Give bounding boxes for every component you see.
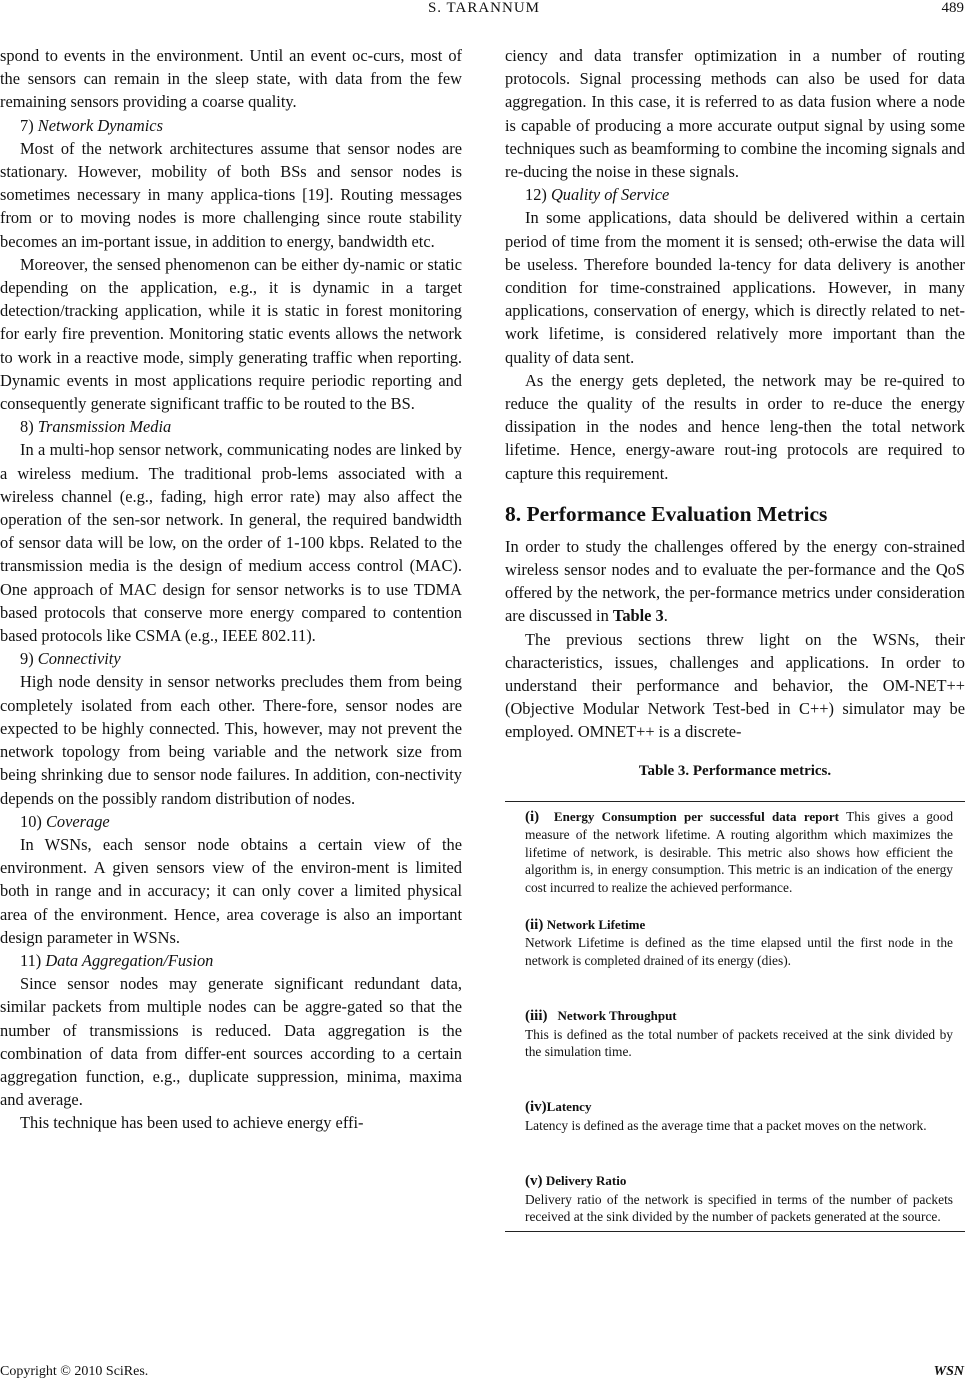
paragraph-text: In order to study the challenges offered by the energy con-strained wireless sensor nodes and to evaluate the per-formance and the QoS offered by the network, the per-formance metrics under consideration are discussed in (505, 536, 965, 626)
subsection-number: 10) (20, 811, 46, 831)
item-description: Network Lifetime is defined as the time elapsed until the first node in the network is completed drained of its energy (dies). (525, 935, 953, 968)
item-title: Delivery Ratio (545, 1173, 627, 1189)
item-title: Network Throughput (557, 1008, 677, 1024)
item-description: This gives a good measure of the network lifetime. A routing algorithm which maximizes the lifetime of network, is desirable. This metric also shows how efficient the algorithm is, in energy consumption. This metric is an indication of the energy cost incurred to realize the achieved performance. (525, 808, 954, 895)
table-item (525, 916, 953, 969)
subsection-number: 12) (525, 185, 551, 205)
subsection-heading (0, 810, 462, 833)
subsection-number: 11) (20, 950, 46, 970)
paragraph (505, 535, 965, 628)
right-column (505, 44, 965, 1232)
table-item (525, 1007, 953, 1060)
subsection-title: Quality of Service (550, 185, 670, 205)
paragraph: In some applications, data should be delivered within a certain period of time from the moment it is sensed; oth-erwise the data will be useless. Therefore bounded la-tency for data delivery is another condition for time-constrained applications. However, in many applications, conservation of energy, which is directly related to net-work lifetime, is considered relatively more important than the quality of data sent. (505, 208, 965, 367)
section-title: 8. Performance Evaluation Metrics (505, 501, 828, 526)
item-number: (v) (525, 1173, 543, 1190)
table-item (525, 1172, 953, 1225)
item-number: (ii) (525, 916, 544, 933)
subsection-number: 7) (20, 115, 38, 135)
journal-abbreviation: WSN (933, 1364, 964, 1379)
subsection-heading (0, 415, 462, 438)
paragraph: In WSNs, each sensor node obtains a certain view of the environment. A given sensors view of the environ-ment is limited both in range and in accuracy; it can only cover a limited physical area of the environment. Hence, area coverage is also an important design parameter in WSNs. (0, 834, 462, 947)
item-description: This is defined as the total number of packets received at the sink divided by the simulation time. (525, 1026, 953, 1059)
subsection-number: 9) (20, 649, 38, 669)
paragraph: This technique has been used to achieve energy effi- (20, 1113, 364, 1133)
paragraph: Most of the network architectures assume that sensor nodes are stationary. However, mobility of both BSs and sensor nodes is sometimes necessary in many applica-tions [19]. Routing messages from or to moving nodes is more challenging since route stability becomes an im-portant issue, in addition to energy, bandwidth etc. (0, 138, 462, 251)
subsection-number: 8) (20, 417, 38, 437)
paragraph: High node density in sensor networks precludes them from being completely isolated from each other. There-fore, sensor nodes are expected to be highly connected. This, however, may not prevent the network topology from being variable and the network size from being shrinking due to sensor node failures. In addition, con-nectivity depends on the possibly random distribution of nodes. (0, 672, 462, 808)
item-number: (i) (525, 808, 540, 825)
subsection-title: Network Dynamics (37, 115, 163, 135)
item-description: Latency is defined as the average time that a packet moves on the network. (525, 1117, 927, 1133)
paragraph: Since sensor nodes may generate significant redundant data, similar packets from multiple nodes can be aggre-gated so that the number of transmissions is reduced. Data aggregation is the combination of data from differ-ent sources according to a certain aggregation function, e.g., duplicate suppression, minima, maxima and average. (0, 974, 462, 1110)
item-title: Latency (546, 1099, 592, 1115)
subsection-title: Transmission Media (37, 417, 172, 437)
performance-metrics-table (505, 801, 965, 1233)
paragraph: spond to events in the environment. Until an event oc-curs, most of the sensors can remain in the sleep state, with data from the few remaining sensors providing a coarse quality. (0, 46, 462, 112)
item-title: Network Lifetime (546, 916, 646, 932)
paragraph: Moreover, the sensed phenomenon can be either dy-namic or static depending on the application, e.g., it is dynamic in a target detection/tracking application, while it is static in forest monitoring for early fire prevention. Monitoring static events allows the network to work in a reactive mode, simply generating traffic when reporting. Dynamic events in most applications require periodic reporting and consequently generate significant traffic to be routed to the BS. (0, 254, 462, 414)
paragraph-end: . (663, 606, 668, 626)
subsection-heading (505, 183, 965, 206)
item-number: (iv) (525, 1099, 547, 1116)
item-title: Energy Consumption per successful data report (553, 808, 839, 824)
page-footer (0, 1364, 968, 1384)
subsection-title: Data Aggregation/Fusion (45, 950, 214, 970)
item-number: (iii) (525, 1008, 548, 1025)
paragraph: ciency and data transfer optimization in a number of routing protocols. Signal processing methods can also be used for data aggregation. In this case, it is referred to as data fusion where a node is capable of producing a more accurate output signal by using some techniques such as beamforming to combine the incoming signals and re-ducing the noise in these signals. (505, 46, 965, 182)
copyright-notice: Copyright © 2010 SciRes. (0, 1364, 149, 1379)
subsection-heading (0, 114, 462, 137)
left-column (0, 44, 462, 1135)
subsection-heading (0, 949, 462, 972)
subsection-title: Connectivity (37, 649, 121, 669)
table-item (525, 808, 953, 896)
table-item (525, 1098, 953, 1134)
page-header (0, 0, 968, 22)
running-head-author: S. TARANNUM (427, 0, 541, 16)
item-description: Delivery ratio of the network is specified in terms of the number of packets received at the sink divided by the number of packets generated at the source. (525, 1191, 953, 1224)
subsection-heading (0, 647, 462, 670)
paragraph: As the energy gets depleted, the network may be re-quired to reduce the quality of the results in order to re-duce the energy dissipation in the nodes and hence leng-then the total network lifetime. Hence, energy-aware rout-ing protocols are required to capture this requirement. (505, 370, 965, 483)
table-caption: Table 3. Performance metrics. (638, 762, 832, 779)
paragraph: In a multi-hop sensor network, communicating nodes are linked by a wireless medium. The traditional prob-lems associated with a wireless channel (e.g., fading, high error rate) may also affect the operation of the sen-sor network. In general, the required bandwidth of sensor data will be low, on the order of 1-100 kbps. Related to the transmission media is the design of medium access control (MAC). One approach of MAC design for sensor networks is to use TDMA based protocols that conserve more energy compared to contention based protocols like CSMA (e.g., IEEE 802.11). (0, 440, 462, 646)
table-reference[interactable]: Table 3 (612, 606, 664, 626)
page-number: 489 (941, 0, 964, 16)
subsection-title: Coverage (45, 811, 110, 831)
paragraph: The previous sections threw light on the WSNs, their characteristics, issues, challenges and applications. In order to understand their performance and behavior, the OM-NET++ (Objective Modular Network Test-bed in C++) simulator may be employed. OMNET++ is a discrete- (505, 629, 965, 742)
